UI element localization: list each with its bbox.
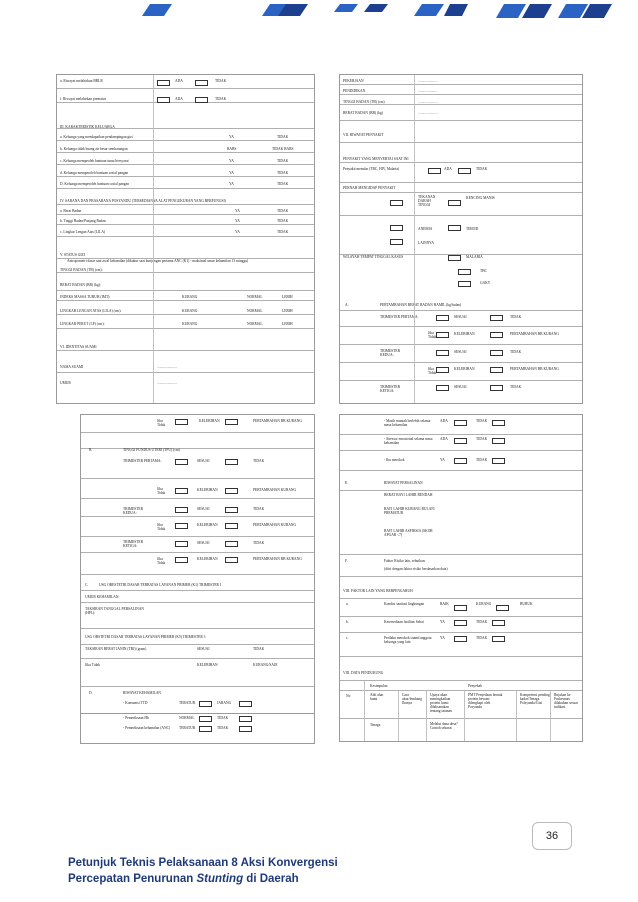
checkbox[interactable] bbox=[199, 726, 212, 732]
checkbox[interactable] bbox=[496, 605, 509, 611]
checkbox[interactable] bbox=[239, 716, 252, 722]
checkbox[interactable] bbox=[492, 458, 505, 464]
checkbox[interactable] bbox=[428, 168, 441, 174]
checkbox[interactable] bbox=[239, 701, 252, 707]
checkbox[interactable] bbox=[436, 315, 449, 321]
form-panel-2: PEKERJAAN ...................... PENDIDIKAN ...................... TINGGI BADAN (TB) (cm) ...................... BERAT BADAN (BB) (kg) ...................... VII. RIWAYAT PENYAKIT PENYAKIT YANG MENYERTAI SAAT INI Penyakit menular (TBC, HIV, Malaria) ADA TIDAK PERNAH MENGIDAP PENYAKIT TEKANAN DARAH TINGGI KENCING MANIS ANEMIA TIROID LAINNYA WILAYAH TEMPAT TINGGAL KASUS MALARIA TBC GAKY A. PERTAMBAHAN BERAT BADAN HAMIL (kg/bulan) TRIMESTER PERTAMA: SESUAI TIDAK Jika Tidak KELEBIHAN PERTAMBAHAN BB KURANG TRIMESTER KEDUA: SESUAI TIDAK Jika Tidak KELEBIHAN PERTAMBAHAN BB KURANG TRIMESTER KETIGA: SESUAI TIDAK bbox=[339, 74, 583, 404]
section-heading: VIII. FAKTOR LAIN YANG BERPENGARUH bbox=[343, 589, 413, 593]
checkbox[interactable] bbox=[490, 350, 503, 356]
checkbox[interactable] bbox=[175, 488, 188, 494]
checkbox[interactable] bbox=[175, 507, 188, 513]
section-heading: VIII. DATA PENDUKUNG bbox=[343, 671, 384, 675]
checkbox[interactable] bbox=[225, 459, 238, 465]
footer-line-1: Petunjuk Teknis Pelaksanaan 8 Aksi Konvergensi bbox=[68, 857, 338, 869]
checkbox[interactable] bbox=[390, 200, 403, 206]
checkbox[interactable] bbox=[225, 557, 238, 563]
checkbox[interactable] bbox=[454, 458, 467, 464]
checkbox[interactable] bbox=[492, 636, 505, 642]
checkbox[interactable] bbox=[458, 269, 471, 275]
checkbox[interactable] bbox=[436, 385, 449, 391]
section-heading: V. STATUS GIZI bbox=[60, 253, 85, 257]
form-panel-3: Jika Tidak KELEBIHAN PERTAMBAHAN BB KURANG B. TINGGI FUNDUS UTERI (TFU) (cm) TRIMESTER PERTAMA: SESUAI TIDAK Jika Tidak KELEBIHAN PERTAMBAHAN KURANG TRIMESTER KEDUA: SESUAI TIDAK Jika Tidak KELEBIHAN PERTAMBAHAN KURANG TRIMESTER KETIGA: SESUAI TIDAK Jika Tidak KELEBIHAN PERTAMBAHAN BB KURANG C. USG OBESTETRI DASAR TERBATAS LAYANAN PRIMER (K1) TRIMESTER I UMUR KEHAMILAN: TAKSIRAN TANGGAL PERSALINAN (HPL): USG OBSTETRI DASAR TERBATAS LAYANAN PRIMER (K5) TRIMESTER 3 TAKSIRAN BERAT JANIN (TBJ) (gram) SESUAI TIDAK Jika Tidak KELEBIHAN KURANG/SAJE D. RIWAYAT KEHAMILAN - Konsumsi TTD TERATUR JARANG bbox=[80, 414, 315, 714]
checkbox[interactable] bbox=[157, 80, 170, 86]
checkbox[interactable] bbox=[492, 420, 505, 426]
section-heading: III. KARAKTERISTIK KELUARGA bbox=[60, 125, 115, 129]
checkbox[interactable] bbox=[448, 200, 461, 206]
checkbox[interactable] bbox=[448, 255, 461, 261]
checkbox[interactable] bbox=[225, 541, 238, 547]
checkbox[interactable] bbox=[436, 367, 449, 373]
checkbox[interactable] bbox=[390, 225, 403, 231]
form-panel-3b: - Pemeriksaan Hb NORMAL TIDAK - Pemeriksaan kehamilan (ANC) TERATUR TIDAK bbox=[80, 714, 315, 744]
checkbox[interactable] bbox=[436, 350, 449, 356]
checkbox[interactable] bbox=[225, 488, 238, 494]
section-heading: VII. RIWAYAT PENYAKIT bbox=[343, 133, 384, 137]
corner-decoration bbox=[120, 0, 638, 30]
checkbox[interactable] bbox=[225, 507, 238, 513]
checkbox[interactable] bbox=[492, 620, 505, 626]
checkbox[interactable] bbox=[458, 168, 471, 174]
checkbox[interactable] bbox=[492, 438, 505, 444]
riwayat-bblr-label: a. Riwayat melahirkan BBLR bbox=[60, 79, 103, 83]
form-panel-1: a. Riwayat melahirkan BBLR ADA TIDAK f. Riwayat melahirkan prematur ADA TIDAK III. KARAKTERISTIK KELUARGA a. Keluarga yang mendapatkan pendampingan gizi YA TIDAK b. Keluarga tidak buang air besar sembarangan BABS TIDAK BABS c. Keluarga mempeoleh bantuan tunai bersyarat YA TIDAK d. Keluarga memperoleh bantuan sosial pangan YA TIDAK D. Keluarga memperoleh bantuan sosial pangan YA TIDAK IV. SARANA DAN PRASARANA POSYANDU (TERSEDIANYA ALAT PENGUKURAN YANG BERFUNGSI) a. Berat Badan YA TIDAK b. Tinggi Badan/Panjang Badan YA TIDAK c. Lingkar Lengan Atas (LILA) YA TIDAK V. STATUS GIZI Antropometri dasar saat awal kehamilan (dikukur saat kunjungan pertama ANC (K1) - maksimal umur kehamilan 13 minggu) TINGGI BADAN (TB) (cm): BERAT BADAN (BB) (kg): INDEKS MASSA TUBUH (IMT): KURANG NORMAL LEBIH LINGKAR LENGAN ATAS (LILA) (cm): KURANG NORMAL LEBIH LINGKAR PERUT (LP) (cm): KURANG NORMAL LEBIH VI. IDENTITAS SUAMI NAMA SUAMI ...................... UMUR ...................... bbox=[56, 74, 315, 404]
checkbox[interactable] bbox=[175, 541, 188, 547]
checkbox[interactable] bbox=[175, 523, 188, 529]
checkbox[interactable] bbox=[454, 636, 467, 642]
checkbox[interactable] bbox=[458, 281, 471, 287]
checkbox[interactable] bbox=[436, 332, 449, 338]
checkbox[interactable] bbox=[199, 716, 212, 722]
checkbox[interactable] bbox=[199, 701, 212, 707]
section-heading: VI. IDENTITAS SUAMI bbox=[60, 345, 97, 349]
checkbox[interactable] bbox=[195, 80, 208, 86]
checkbox[interactable] bbox=[490, 315, 503, 321]
page-number: 36 bbox=[532, 822, 572, 850]
checkbox[interactable] bbox=[490, 332, 503, 338]
checkbox[interactable] bbox=[454, 605, 467, 611]
checkbox[interactable] bbox=[448, 225, 461, 231]
footer-line-2: Percepatan Penurunan Stunting di Daerah bbox=[68, 873, 299, 885]
checkbox[interactable] bbox=[454, 620, 467, 626]
checkbox[interactable] bbox=[490, 367, 503, 373]
checkbox[interactable] bbox=[175, 459, 188, 465]
checkbox[interactable] bbox=[225, 419, 238, 425]
checkbox[interactable] bbox=[454, 438, 467, 444]
checkbox[interactable] bbox=[175, 419, 188, 425]
form-panel-4: - Masih muntah berlebih selama masa kehamilan ADA TIDAK - Stressor emosional selama masa kehamilan ADA TIDAK - Ibu merokok YA TIDAK E. RIWAYAT PERSALINAN BERAT BAYI LAHIR RENDAH BAYI LAHIR KURANG BULAN/ PREMATUR BAYI LAHIR ASFIKSIA (SKOR APGAR <7) F. Faktor Risiko lain, sebutkan: (diisi dengan faktor risiko berdasarkan data) VIII. FAKTOR LAIN YANG BERPENGARUH a. Kondisi sanitasi lingkungan BAIK KURANG BURUK b. Ketersediaan fasilitas Sehat YA TIDAK c. Perilaku merokok suami/anggota keluarga yang lain YA TIDAK VIII. DATA PENDUKUNG Kesimpulan Penyebab No Ahli ahar bumi Cara ukur/lembang Ibunya Upaya akan meningkatkan protein bumi dilaksanakan tentang tatanan PMT Penyedaan bentuk protein hewani dilengkapi oleh Posyandu Kompetensi pending kadar/Tenaga Polsyandu/Gizi Rujukan ke Puskesmas dilakukan sesuai indikasi Tenaga Melalui dana desa? Contoh sekarat bbox=[339, 414, 583, 742]
checkbox[interactable] bbox=[454, 420, 467, 426]
section-heading: IV. SARANA DAN PRASARANA POSYANDU (TERSEDIANYA ALAT PENGUKURAN YANG BERFUNGSI) bbox=[60, 199, 226, 203]
checkbox[interactable] bbox=[490, 385, 503, 391]
checkbox[interactable] bbox=[175, 557, 188, 563]
checkbox[interactable] bbox=[225, 523, 238, 529]
checkbox[interactable] bbox=[239, 726, 252, 732]
